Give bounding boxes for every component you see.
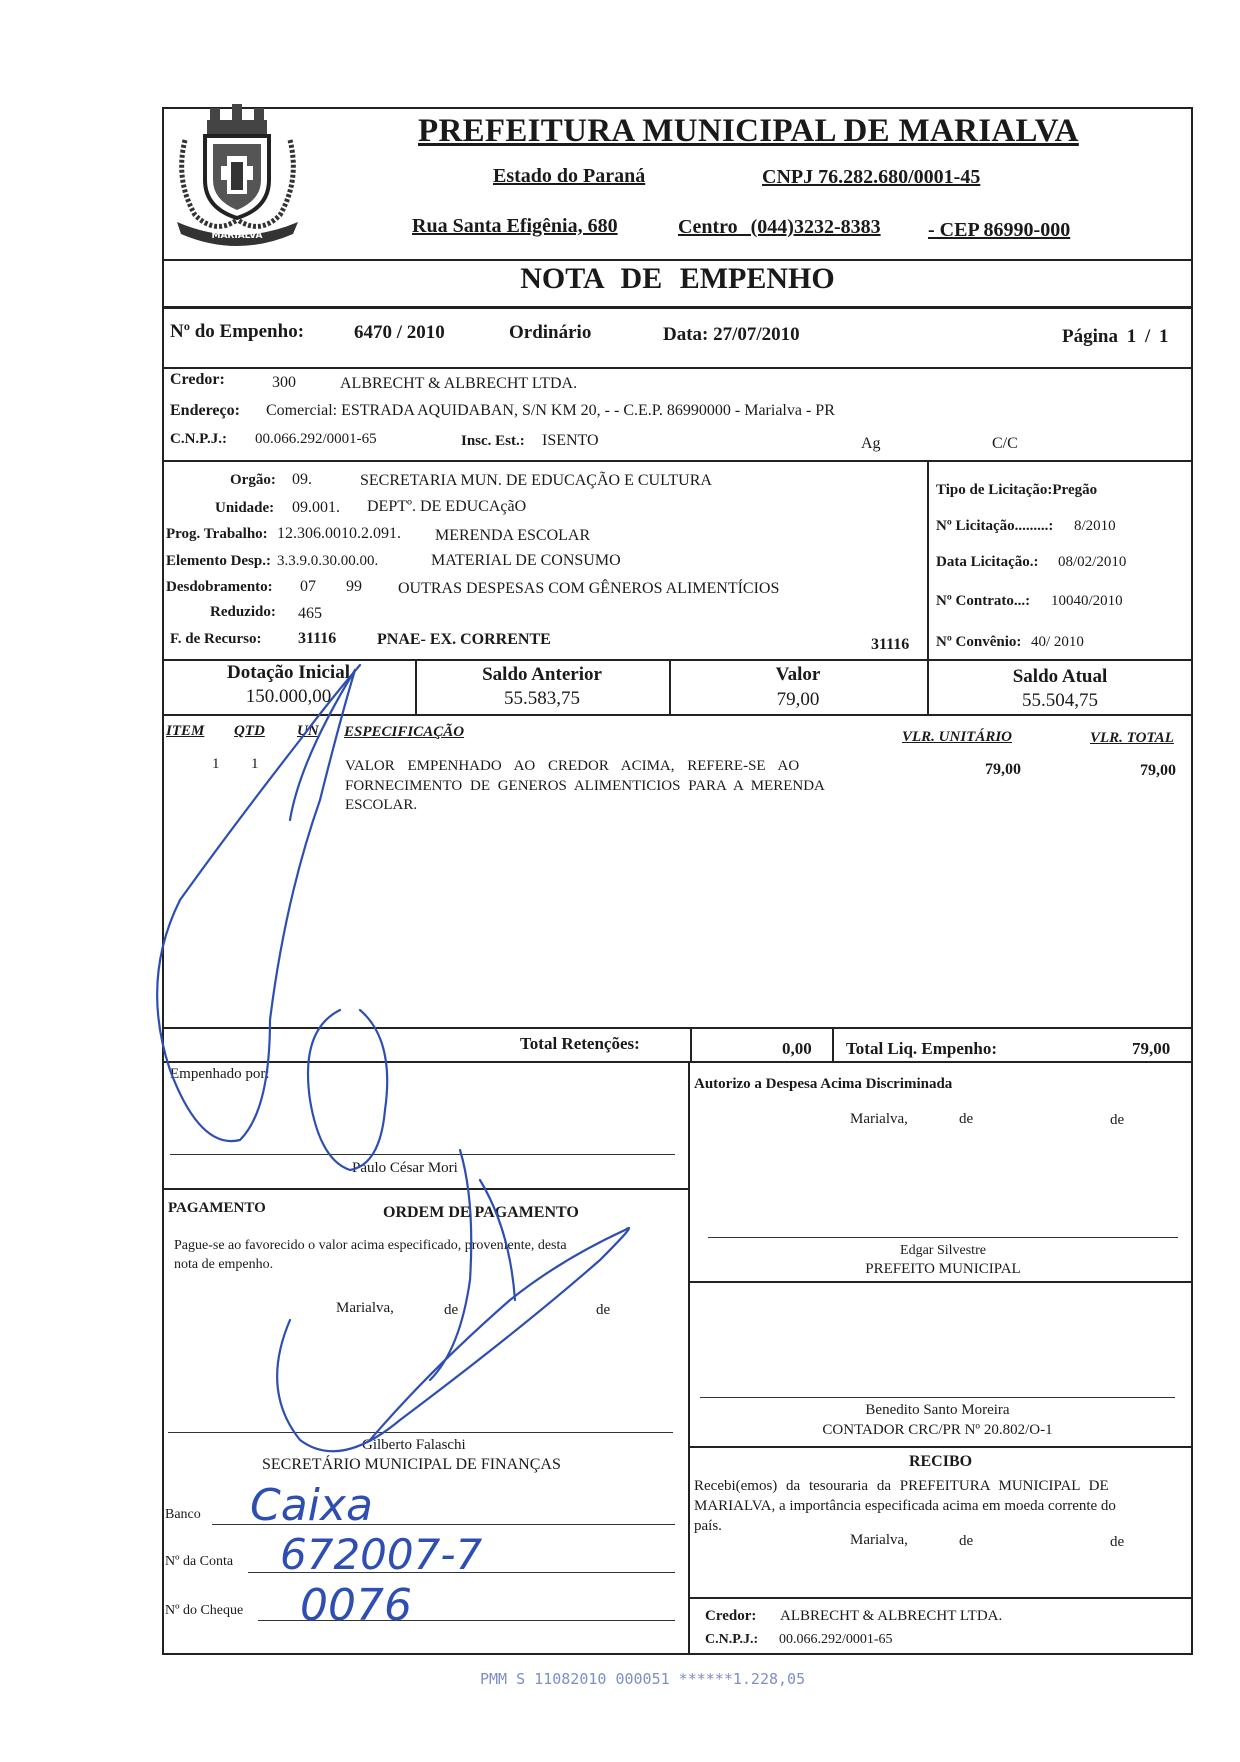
credor-cnpj: 00.066.292/0001-65 [255, 431, 377, 447]
contador-name: Benedito Santo Moreira [865, 1402, 1010, 1418]
licitacao-data-label: Data Licitação.: [936, 554, 1039, 570]
municipal-crest-icon [165, 100, 310, 250]
recibo-cnpj-label: C.N.P.J.: [705, 1632, 759, 1647]
ag-label: Ag [861, 435, 881, 452]
desdob-name: OUTRAS DESPESAS COM GÊNEROS ALIMENTÍCIOS [398, 580, 780, 597]
contador-role: CONTADOR CRC/PR Nº 20.802/O-1 [822, 1422, 1053, 1438]
recibo-label: RECIBO [908, 1453, 973, 1470]
empenhado-signer: Paulo César Mori [352, 1160, 458, 1176]
credor-code: 300 [272, 374, 296, 391]
orgao-name: SECRETARIA MUN. DE EDUCAÇÃO E CULTURA [360, 472, 712, 489]
cheque-handwritten: 0076 [300, 1580, 412, 1631]
autorizo-place: Marialva, [850, 1111, 908, 1127]
desdob-b: 99 [346, 578, 362, 595]
recibo-text-3: país. [694, 1518, 722, 1534]
dotacao-value: 150.000,00 [245, 686, 332, 707]
address-label: Endereço: [170, 402, 240, 419]
autorizo-de1: de [959, 1111, 974, 1127]
banco-handwritten: Caixa [250, 1480, 373, 1531]
saldo-atual-label: Saldo Atual [1012, 666, 1108, 687]
col-item-header: ITEM [166, 723, 205, 739]
recurso-name: PNAE- EX. CORRENTE [377, 631, 551, 648]
orgao-code: 09. [292, 471, 312, 488]
recibo-de1: de [959, 1533, 974, 1549]
credor-label: Credor: [170, 371, 225, 388]
pagamento-role: SECRETÁRIO MUNICIPAL DE FINANÇAS [262, 1456, 561, 1473]
pagamento-label: PAGAMENTO [168, 1200, 266, 1216]
recibo-cnpj: 00.066.292/0001-65 [779, 1632, 893, 1647]
unidade-name: DEPTº. DE EDUCAçãO [367, 498, 527, 515]
autorizo-de2: de [1110, 1112, 1125, 1128]
col-un-header: UN [297, 723, 319, 739]
recurso-code-2: 31116 [871, 636, 910, 653]
contrato-value: 10040/2010 [1051, 593, 1123, 609]
unidade-code: 09.001. [292, 499, 340, 516]
cnpj-label: C.N.P.J.: [170, 431, 227, 447]
liq-value: 79,00 [1132, 1039, 1171, 1058]
header-state: Estado do Paraná [493, 165, 646, 187]
pagamento-de1: de [444, 1302, 459, 1318]
page-number: Página 1 / 1 [1062, 326, 1169, 347]
retencoes-value: 0,00 [782, 1039, 812, 1058]
credor-insc: ISENTO [542, 432, 599, 449]
reduzido-label: Reduzido: [210, 604, 276, 620]
row-total-value: 79,00 [1140, 762, 1176, 779]
col-unit-header: VLR. UNITÁRIO [902, 729, 1013, 745]
row-unit-value: 79,00 [985, 761, 1021, 778]
prog-code: 12.306.0010.2.091. [277, 525, 401, 542]
convenio-value: 40/ 2010 [1031, 634, 1084, 650]
empenho-type: Ordinário [509, 322, 592, 343]
convenio-label: Nº Convênio: [936, 634, 1022, 650]
banco-label: Banco [165, 1507, 201, 1522]
col-total-header: VLR. TOTAL [1090, 730, 1174, 746]
svg-text:MARIALVA: MARIALVA [211, 231, 263, 241]
retencoes-label: Total Retenções: [520, 1034, 640, 1053]
row-spec-line3: ESCOLAR. [345, 797, 418, 813]
valor-value: 79,00 [776, 689, 820, 710]
prog-name: MERENDA ESCOLAR [435, 527, 591, 544]
header-cnpj: CNPJ 76.282.680/0001-45 [762, 166, 981, 188]
elemento-code: 3.3.9.0.30.00.00. [277, 553, 379, 569]
licitacao-tipo: Tipo de Licitação:Pregão [936, 482, 1098, 498]
licitacao-numero: 8/2010 [1074, 518, 1116, 534]
prog-label: Prog. Trabalho: [166, 526, 268, 542]
row-qtd: 1 [251, 756, 259, 772]
pagamento-place: Marialva, [336, 1300, 394, 1316]
recibo-credor-label: Credor: [705, 1608, 757, 1624]
cash-register-stamp: PMM S 11082010 000051 ******1.228,05 [480, 1670, 806, 1688]
desdob-label: Desdobramento: [166, 579, 273, 595]
elemento-name: MATERIAL DE CONSUMO [431, 552, 621, 569]
empenho-date: Data: 27/07/2010 [663, 324, 800, 345]
ordem-label: ORDEM DE PAGAMENTO [383, 1204, 579, 1221]
valor-label: Valor [775, 664, 821, 685]
reduzido-value: 465 [298, 605, 322, 622]
empenhado-label: Empenhado por: [170, 1066, 270, 1082]
elemento-label: Elemento Desp.: [166, 553, 271, 569]
col-spec-header: ESPECIFICAÇÃO [344, 724, 465, 740]
prefeito-name: Edgar Silvestre [900, 1243, 986, 1258]
recibo-place: Marialva, [850, 1532, 908, 1548]
liq-label: Total Liq. Empenho: [846, 1039, 997, 1058]
empenho-number-label: Nº do Empenho: [170, 321, 305, 342]
row-item: 1 [212, 756, 220, 772]
conta-label: Nº da Conta [165, 1554, 234, 1569]
cc-label: C/C [992, 435, 1018, 452]
dotacao-label: Dotação Inicial [227, 662, 350, 683]
empenho-number: 6470 / 2010 [354, 322, 445, 343]
pagamento-signer: Gilberto Falaschi [362, 1437, 466, 1453]
recibo-text-1: Recebi(emos) da tesouraria da PREFEITURA MUNICIPAL DE [694, 1478, 1109, 1494]
header-street: Rua Santa Efigênia, 680 [412, 215, 618, 237]
credor-name: ALBRECHT & ALBRECHT LTDA. [340, 375, 578, 392]
credor-address: Comercial: ESTRADA AQUIDABAN, S/N KM 20, - - C.E.P. 86990000 - Marialva - PR [266, 402, 835, 419]
header-cep: - CEP 86990-000 [928, 219, 1071, 241]
orgao-label: Orgão: [230, 472, 276, 488]
pagamento-text-2: nota de empenho. [174, 1257, 274, 1272]
recurso-label: F. de Recurso: [170, 631, 262, 647]
recibo-credor: ALBRECHT & ALBRECHT LTDA. [780, 1608, 1003, 1624]
desdob-a: 07 [300, 578, 316, 595]
recibo-de2: de [1110, 1534, 1125, 1550]
header-phone: Centro (044)3232-8383 [678, 216, 881, 238]
autorizo-label: Autorizo a Despesa Acima Discriminada [694, 1076, 953, 1092]
page-title: PREFEITURA MUNICIPAL DE MARIALVA [418, 113, 1079, 149]
licitacao-numero-label: Nº Licitação.........: [936, 518, 1054, 534]
pagamento-text-1: Pague-se ao favorecido o valor acima especificado, proveniente, desta [174, 1238, 567, 1253]
recibo-text-2: MARIALVA, a importância especificada acima em moeda corrente do [694, 1498, 1116, 1514]
col-qtd-header: QTD [234, 723, 265, 739]
prefeito-role: PREFEITO MUNICIPAL [865, 1261, 1021, 1277]
row-spec-line1: VALOR EMPENHADO AO CREDOR ACIMA, REFERE-SE AO [345, 758, 800, 774]
insc-label: Insc. Est.: [461, 433, 525, 449]
conta-handwritten: 672007-7 [280, 1530, 483, 1579]
document-title: NOTA DE EMPENHO [520, 262, 835, 295]
saldo-anterior-value: 55.583,75 [504, 688, 580, 709]
pagamento-de2: de [596, 1302, 611, 1318]
cheque-label: Nº do Cheque [165, 1603, 244, 1618]
licitacao-data: 08/02/2010 [1058, 554, 1127, 570]
row-spec-line2: FORNECIMENTO DE GENEROS ALIMENTICIOS PARA A MERENDA [345, 778, 825, 794]
contrato-label: Nº Contrato...: [936, 593, 1031, 609]
saldo-atual-value: 55.504,75 [1022, 690, 1098, 711]
unidade-label: Unidade: [215, 500, 275, 516]
saldo-anterior-label: Saldo Anterior [482, 664, 602, 685]
recurso-code: 31116 [298, 630, 337, 647]
